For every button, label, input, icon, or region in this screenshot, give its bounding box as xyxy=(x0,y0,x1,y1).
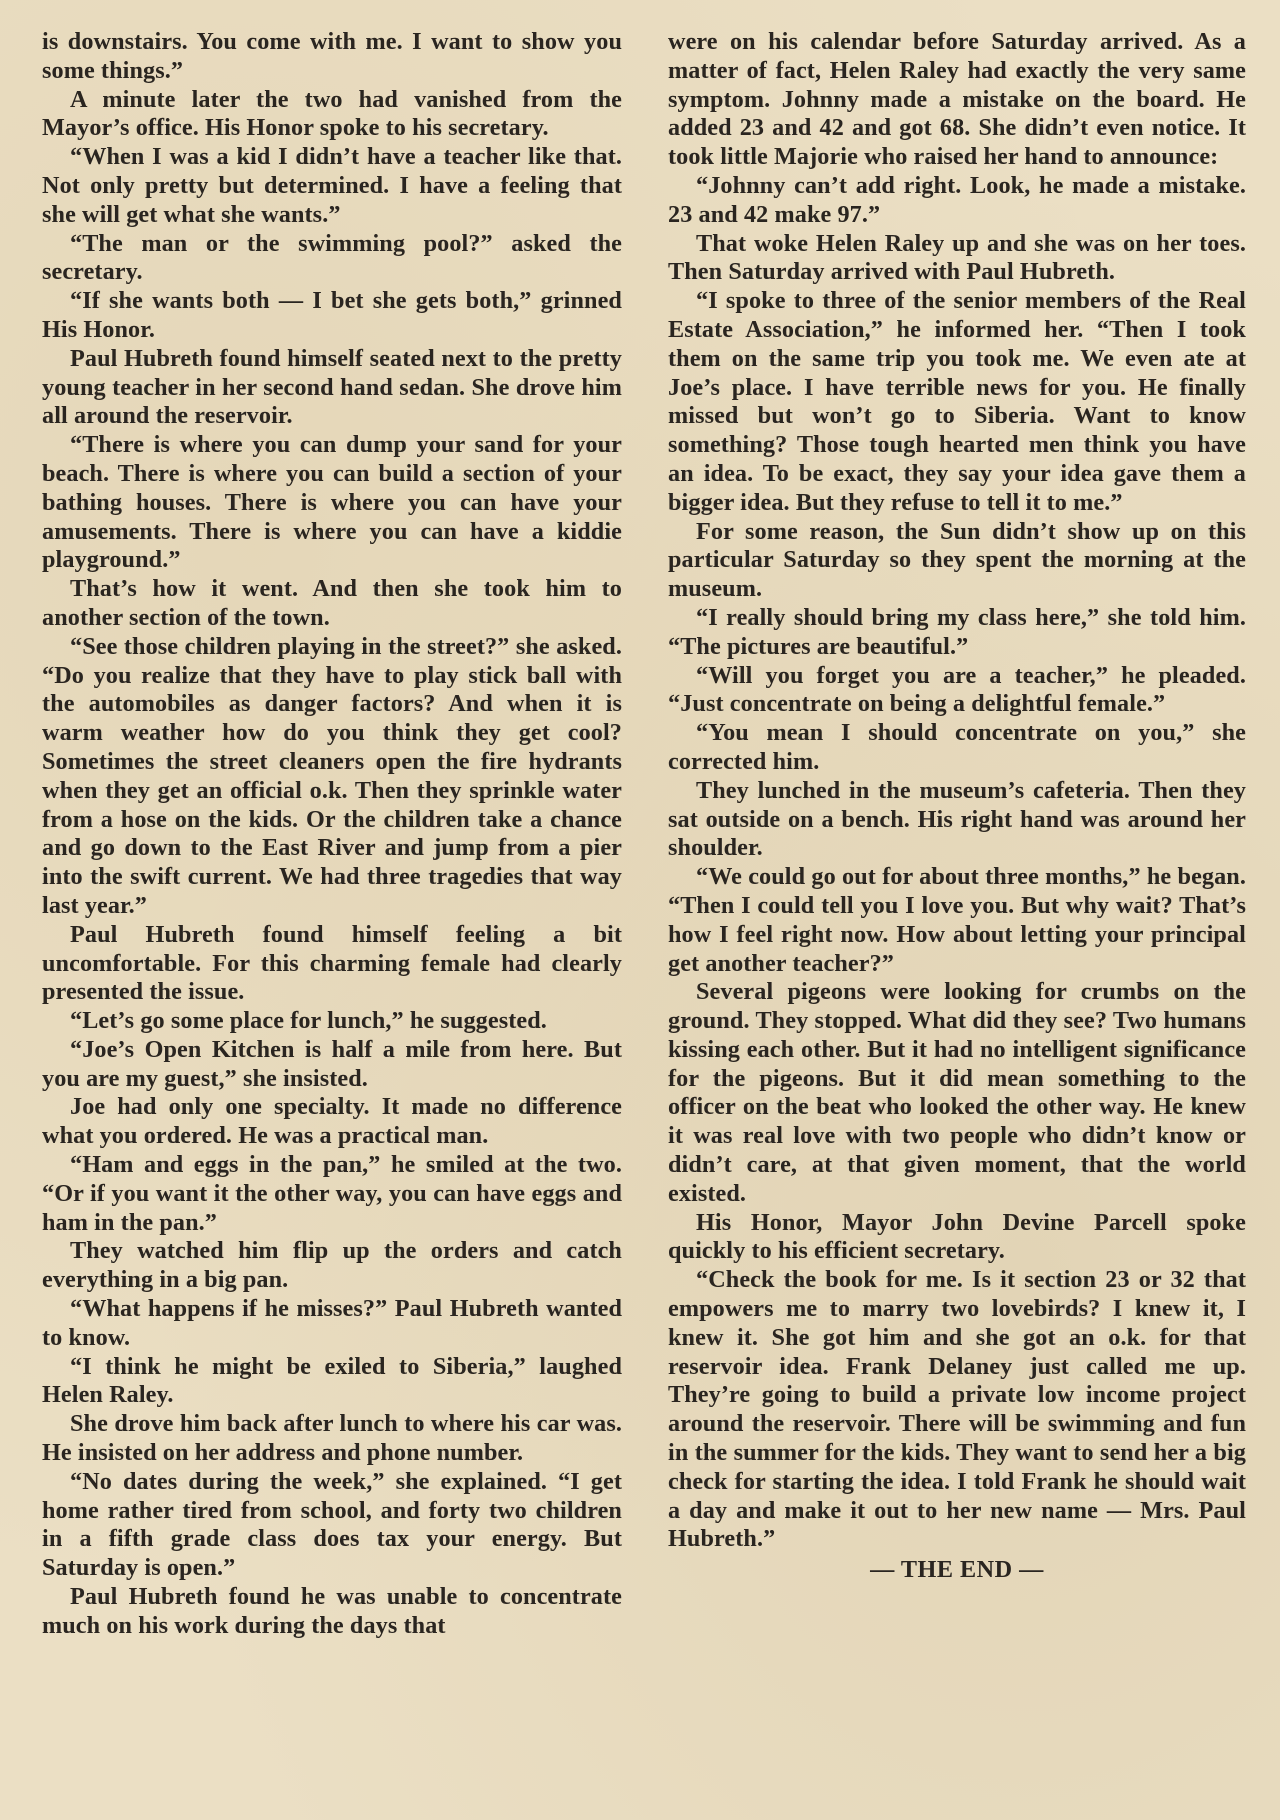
paragraph: “You mean I should concentrate on you,” she corrected him. xyxy=(668,719,1246,775)
paragraph: Joe had only one specialty. It made no difference what you ordered. He was a practical man. xyxy=(42,1093,622,1150)
paragraph: “No dates during the week,” she explained. “I get home rather tired from school, and forty two children in a fifth grade class does tax your energy. But Saturday is open.” xyxy=(42,1467,622,1582)
paragraph: “Johnny can’t add right. Look, he made a mistake. 23 and 42 make 97.” xyxy=(668,171,1246,228)
the-end-marker: — THE END — xyxy=(870,1556,1044,1584)
paragraph: “When I was a kid I didn’t have a teacher like that. Not only pretty but determined. I have a feeling that she will get what she wants.” xyxy=(42,143,622,228)
paragraph: “If she wants both — I bet she gets both,” grinned His Honor. xyxy=(42,287,622,343)
paragraph: For some reason, the Sun didn’t show up on this particular Saturday so they spent the morning at the museum. xyxy=(668,517,1246,603)
paragraph: That woke Helen Raley up and she was on her toes. Then Saturday arrived with Paul Hubreth. xyxy=(668,229,1246,286)
paragraph: “I spoke to three of the senior members of the Real Estate Association,” he informed her. “Then I took them on the same trip you took me. We even ate at Joe’s place. I have terrible news for you. He finally missed but won’t go to Siberia. Want to know something? Those tough hearted men think you have an idea. To be exact, they say your idea gave them a bigger idea. But they refuse to tell it to me.” xyxy=(668,287,1246,516)
paragraph: is downstairs. You come with me. I want to show you some things.” xyxy=(42,28,622,84)
paragraph: “What happens if he misses?” Paul Hubreth wanted to know. xyxy=(42,1295,622,1351)
paragraph: “See those children playing in the street?” she asked. “Do you realize that they have to play stick ball with the automobiles as danger factors? And when it is warm weather how do you think they get cool? Sometimes the street cleaners open the fire hydrants when they get an official o.k. Then they sprinkle water from a hose on the kids. Or the children take a chance and go down to the East River and jump from a pier into the swift current. We had three tragedies that way last year.” xyxy=(42,632,622,919)
paragraph: That’s how it went. And then she took him to another section of the town. xyxy=(42,575,622,631)
paragraph: Paul Hubreth found he was unable to concentrate much on his work during the days that xyxy=(42,1583,622,1639)
paragraph: “Check the book for me. Is it section 23 or 32 that empowers me to marry two lovebirds? I knew it, I knew it. She got him and she got an o.k. for that reservoir idea. Frank Delaney just called me up. They’re going to build a private low income project around the reservoir. There will be swimming and fun in the summer for the kids. They want to send her a big check for starting the idea. I told Frank he should wait a day and make it out to her new name — Mrs. Paul Hubreth.” xyxy=(668,1266,1246,1553)
left-column xyxy=(42,28,622,1641)
paragraph: “Let’s go some place for lunch,” he suggested. xyxy=(70,1007,547,1035)
paragraph: “I think he might be exiled to Siberia,” laughed Helen Raley. xyxy=(42,1352,622,1409)
paragraph: His Honor, Mayor John Devine Parcell spoke quickly to his efficient secretary. xyxy=(668,1208,1246,1265)
paragraph: were on his calendar before Saturday arrived. As a matter of fact, Helen Raley had exactly the very same symptom. Johnny made a mistake on the board. He added 23 and 42 and got 68. She didn’t even notice. It took little Majorie who raised her hand to announce: xyxy=(668,28,1246,171)
paragraph: “We could go out for about three months,” he began. “Then I could tell you I love you. But why wait? That’s how I feel right now. How about letting your principal get another teacher?” xyxy=(668,863,1246,977)
paragraph: Paul Hubreth found himself seated next to the pretty young teacher in her second hand sedan. She drove him all around the reservoir. xyxy=(42,344,622,430)
paragraph: Several pigeons were looking for crumbs on the ground. They stopped. What did they see? Two humans kissing each other. But it had no intelligent significance for the pigeons. But it did mean something to the officer on the beat who looked the other way. He knew it was real love with two people who didn’t know or didn’t care, at that given moment, that the world existed. xyxy=(668,978,1246,1207)
paragraph: “I really should bring my class here,” she told him. “The pictures are beautiful.” xyxy=(668,603,1246,660)
paragraph: “Ham and eggs in the pan,” he smiled at the two. “Or if you want it the other way, you can have eggs and ham in the pan.” xyxy=(42,1151,622,1236)
paragraph: A minute later the two had vanished from the Mayor’s office. His Honor spoke to his secretary. xyxy=(42,85,622,142)
paragraph: She drove him back after lunch to where his car was. He insisted on her address and phone number. xyxy=(42,1410,622,1467)
paragraph: They lunched in the museum’s cafeteria. Then they sat outside on a bench. His right hand was around her shoulder. xyxy=(668,776,1246,862)
paragraph: “The man or the swimming pool?” asked the secretary. xyxy=(42,229,622,286)
paragraph: They watched him flip up the orders and catch everything in a big pan. xyxy=(42,1237,622,1294)
paragraph: “There is where you can dump your sand for your beach. There is where you can build a section of your bathing houses. There is where you can have your amusements. There is where you can have a kiddie playground.” xyxy=(42,431,622,574)
paragraph: “Joe’s Open Kitchen is half a mile from here. But you are my guest,” she insisted. xyxy=(42,1035,622,1092)
paragraph: Paul Hubreth found himself feeling a bit uncomfortable. For this charming female had clearly presented the issue. xyxy=(42,920,622,1006)
right-column xyxy=(668,28,1246,1585)
paragraph: “Will you forget you are a teacher,” he pleaded. “Just concentrate on being a delightful female.” xyxy=(668,661,1246,718)
